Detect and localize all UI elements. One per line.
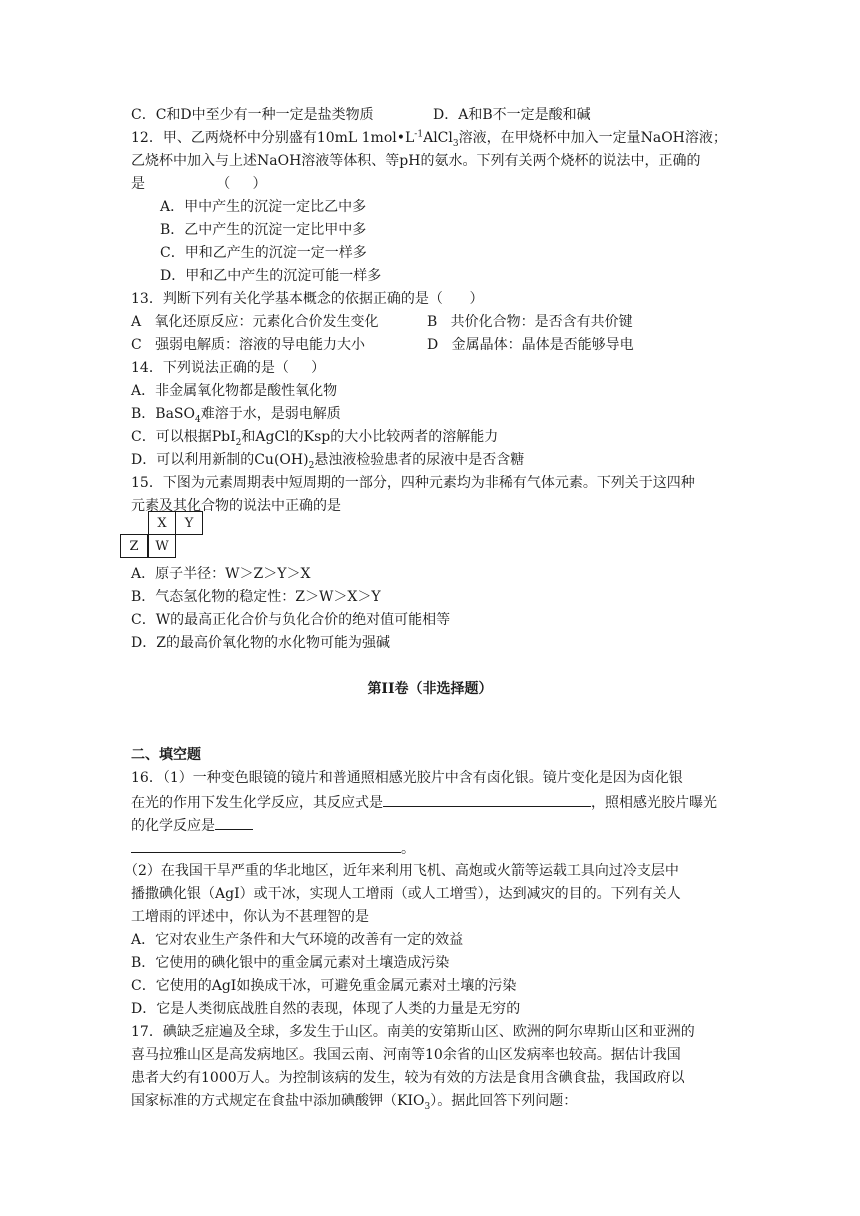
q16-part2-line3: 工增雨的评述中，你认为不甚理智的是 bbox=[131, 909, 369, 925]
q11-option-d: D．A和B不一定是酸和碱 bbox=[433, 107, 591, 123]
q14-option-b: B．BaSO$_4$难溶于水，是弱电解质 bbox=[131, 406, 341, 425]
cell-w: W bbox=[148, 534, 176, 558]
q12-option-b: B．乙中产生的沉淀一定比甲中多 bbox=[160, 222, 367, 238]
answer-blank-2-continued[interactable] bbox=[131, 836, 401, 853]
q14-option-a: A．非金属氧化物都是酸性氧化物 bbox=[131, 383, 338, 399]
q17-line2: 喜马拉雅山区是高发病地区。我国云南、河南等10余省的山区发病率也较高。据估计我国 bbox=[131, 1047, 681, 1063]
q16-option-c: C．它使用的AgI如换成干冰，可避免重金属元素对土壤的污染 bbox=[131, 978, 517, 994]
answer-blank-1[interactable] bbox=[383, 790, 591, 807]
q17-line1: 17．碘缺乏症遍及全球，多发生于山区。南美的安第斯山区、欧洲的阿尔卑斯山区和亚洲的 bbox=[131, 1024, 695, 1040]
q15-option-d: D．Z的最高价氧化物的水化物可能为强碱 bbox=[131, 635, 390, 651]
q16-option-a: A．它对农业生产条件和大气环境的改善有一定的效益 bbox=[131, 932, 464, 948]
q12-stem-line3: 是 （ ） bbox=[131, 176, 267, 192]
q15-option-a: A．原子半径：W＞Z＞Y＞X bbox=[131, 566, 311, 582]
q13-option-d: D 金属晶体：晶体是否能够导电 bbox=[427, 337, 634, 353]
q12-stem-line2: 乙烧杯中加入与上述NaOH溶液等体积、等pH的氨水。下列有关两个烧杯的说法中，正确的 bbox=[131, 153, 701, 169]
q12-option-d: D．甲和乙中产生的沉淀可能一样多 bbox=[160, 268, 382, 284]
q16-part2-line1: （2）在我国干旱严重的华北地区，近年来利用飞机、高炮或火箭等运载工具向过冷支层中 bbox=[124, 863, 679, 879]
q13-option-c: C 强弱电解质：溶液的导电能力大小 bbox=[131, 337, 366, 353]
q15-option-b: B．气态氢化物的稳定性：Z＞W＞X＞Y bbox=[131, 589, 381, 605]
part2-title: 第II卷（非选择题） bbox=[367, 681, 493, 697]
q16-line3: 的化学反应是 bbox=[131, 813, 253, 837]
cell-y: Y bbox=[175, 511, 203, 535]
answer-blank-2[interactable] bbox=[215, 813, 253, 830]
q16-option-d: D．它是人类彻底战胜自然的表现，体现了人类的力量是无穷的 bbox=[131, 1001, 521, 1017]
q13-stem: 13．判断下列有关化学基本概念的依据正确的是（ ） bbox=[131, 291, 484, 307]
q15-stem-line1: 15．下图为元素周期表中短周期的一部分，四种元素均为非稀有气体元素。下列关于这四种 bbox=[131, 475, 695, 491]
cell-x: X bbox=[148, 511, 176, 535]
q15-stem-line2: 元素及其化合物的说法中正确的是 bbox=[131, 498, 341, 514]
q16-part2-line2: 播撒碘化银（AgI）或干冰，实现人工增雨（或人工增雪），达到减灾的目的。下列有关人 bbox=[131, 886, 681, 902]
q15-option-c: C．W的最高正化合价与负化合价的绝对值可能相等 bbox=[131, 612, 451, 628]
q12-option-a: A．甲中产生的沉淀一定比乙中多 bbox=[160, 199, 367, 215]
section2-title: 二、填空题 bbox=[131, 747, 201, 763]
q14-option-c: C．可以根据PbI$_2$和AgCl的Ksp的大小比较两者的溶解能力 bbox=[131, 429, 499, 448]
q14-option-d: D．可以利用新制的$Cu(OH)_2$悬浊液检验患者的尿液中是否含糖 bbox=[131, 452, 525, 471]
q16-line2: 在光的作用下发生化学反应，其反应式是 ，照相感光胶片曝光 bbox=[131, 790, 717, 814]
q12-stem-line1: 12．甲、乙两烧杯中分别盛有10mL $1mol•L^{-1}AlCl_3$溶液，在甲烧杯中加入一定量NaOH溶液； bbox=[131, 129, 727, 149]
q13-option-b: B 共价化合物：是否含有共价键 bbox=[427, 314, 633, 330]
q16-line1: 16．（1）一种变色眼镜的镜片和普通照相感光胶片中含有卤化银。镜片变化是因为卤化银 bbox=[131, 770, 683, 786]
periodic-table-fragment bbox=[120, 511, 210, 561]
q12-option-c: C．甲和乙产生的沉淀一定一样多 bbox=[160, 245, 367, 261]
cell-z: Z bbox=[120, 534, 148, 558]
q16-option-b: B．它使用的碘化银中的重金属元素对土壤造成污染 bbox=[131, 955, 450, 971]
q14-stem: 14．下列说法正确的是（ ） bbox=[131, 360, 326, 376]
q11-option-c: C．C和D中至少有一种一定是盐类物质 bbox=[131, 107, 374, 123]
q17-line3: 患者大约有1000万人。为控制该病的发生，较为有效的方法是食用含碘食盐，我国政府以 bbox=[131, 1070, 685, 1086]
q16-line4: 。 bbox=[131, 836, 415, 860]
q13-option-a: A 氧化还原反应：元素化合价发生变化 bbox=[131, 314, 379, 330]
q17-line4: 国家标准的方式规定在食盐中添加碘酸钾$(KIO_3)$。据此回答下列问题： bbox=[131, 1093, 578, 1112]
